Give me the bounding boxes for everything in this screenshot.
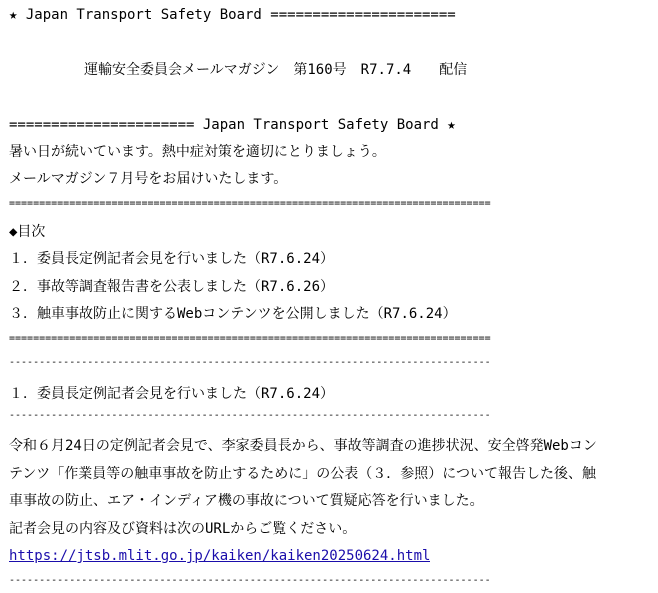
section-1-body-line-2: テンツ「作業員等の触車事故を防止するために」の公表（３．参照）について報告した後、触: [9, 466, 597, 482]
single-rule: --------------------------------------------------------------------------------: [9, 410, 491, 421]
toc-item-2: ２．事故等調査報告書を公表しました（R7.6.26）: [9, 279, 334, 295]
section-1-body-line-3: 車事故の防止、エア・インディア機の事故について質疑応答を行いました。: [9, 493, 484, 509]
toc-item-3: ３．触車事故防止に関するWebコンテンツを公開しました（R7.6.24）: [9, 306, 457, 322]
newsletter-title: 運輸安全委員会メールマガジン 第160号 R7.7.4 配信: [84, 62, 468, 78]
section-1-body-line-1: 令和６月24日の定例記者会見で、李家委員長から、事故等調査の進捗状況、安全啓発Webコン: [9, 438, 597, 454]
greeting-line-2: メールマガジン７月号をお届けいたします。: [9, 171, 288, 187]
greeting-line-1: 暑い日が続いています。熱中症対策を適切にとりましょう。: [9, 144, 386, 160]
double-rule: ================================================================================: [9, 198, 491, 209]
section-1-heading: １．委員長定例記者会見を行いました（R7.6.24）: [9, 386, 334, 402]
section-1-body-line-4: 記者会見の内容及び資料は次のURLからご覧ください。: [9, 521, 357, 537]
header-banner-bottom: ====================== Japan Transport Safety Board ★: [9, 117, 456, 133]
single-rule: --------------------------------------------------------------------------------: [9, 357, 491, 368]
header-banner-top: ★ Japan Transport Safety Board ======================: [9, 7, 456, 23]
toc-heading: ◆目次: [9, 224, 46, 240]
single-rule: --------------------------------------------------------------------------------: [9, 575, 491, 586]
toc-item-1: １．委員長定例記者会見を行いました（R7.6.24）: [9, 251, 334, 267]
double-rule: ================================================================================: [9, 333, 491, 344]
press-conference-link[interactable]: https://jtsb.mlit.go.jp/kaiken/kaiken20250624.html: [9, 548, 431, 564]
